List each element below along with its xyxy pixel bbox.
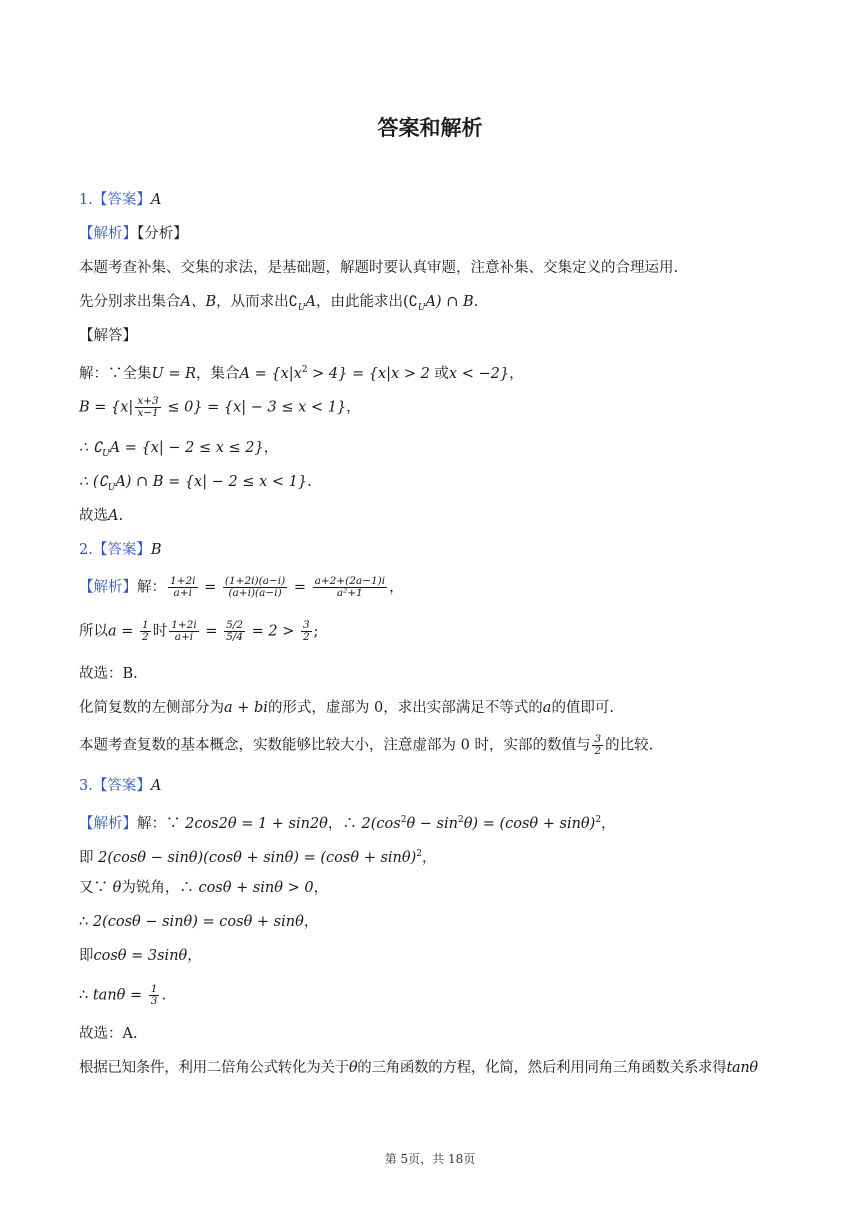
text: ， [389, 579, 404, 596]
q1-solve-label: 【解答】 [79, 328, 137, 344]
math: tanθ [726, 1060, 758, 1076]
text: ， [422, 849, 437, 866]
equals: = [289, 579, 311, 596]
math: θ [348, 1060, 358, 1076]
text: ，∴ [327, 815, 362, 832]
complement-symbol: ∁ [288, 294, 298, 310]
text: 即 [79, 948, 94, 964]
math: x < −2} [448, 365, 510, 382]
q2-analysis-line-5 [79, 734, 800, 757]
fraction-numerator: 3 [594, 733, 602, 745]
math-sup: 2 [416, 849, 422, 859]
q1-solve-line-4 [79, 472, 800, 498]
q1-solve-line-5 [79, 506, 800, 526]
math-sub: U [297, 302, 306, 313]
text: 即 [79, 849, 99, 866]
fraction-denominator: 2 [302, 631, 310, 643]
q1-text-line-1: 本题考查补集、交集的求法，是基础题，解题时要认真审题，注意补集、交集定义的合理运用. [79, 260, 679, 276]
fraction [223, 576, 287, 599]
q2-answer-value: B [150, 542, 162, 558]
math: θ) = (cosθ + sinθ) [463, 815, 596, 832]
text: 解：∵ [137, 815, 186, 832]
complement-symbol: ∁ [408, 294, 418, 310]
text: . [473, 294, 479, 310]
math: A、B [180, 294, 217, 310]
text: ， [601, 815, 616, 832]
fraction-denominator: a+i [173, 587, 192, 599]
text: ，由此能求出( [315, 294, 409, 310]
math: U = R [151, 365, 197, 382]
fraction [149, 984, 160, 1007]
math: 2cos2θ = 1 + sin2θ [185, 815, 328, 832]
fraction-denominator: a+i [174, 631, 194, 643]
fraction-numerator: 3 [302, 619, 310, 631]
q1-answer-label: 1.【答案】 [79, 192, 151, 208]
math: A) ∩ B [425, 294, 474, 310]
text: 的三角函数的方程，化简，然后利用同角三角函数关系求得 [357, 1060, 727, 1076]
text: 化简复数的左侧部分为 [79, 700, 224, 716]
fraction-denominator: 2 [142, 631, 149, 643]
text: 又∵ [79, 880, 113, 896]
fraction [135, 396, 160, 419]
text: ， [303, 914, 319, 930]
text: 的形式，虚部为 0，求出实部满足不等式的 [267, 700, 543, 716]
text: 的比较. [605, 737, 654, 754]
math: cosθ + sinθ > 0 [198, 880, 314, 896]
math: B = {x| [79, 399, 134, 416]
text: 时 [152, 623, 168, 640]
math: ∴ (∁ [79, 474, 108, 490]
q3-analysis-line-4 [79, 912, 800, 932]
fraction [224, 620, 245, 643]
fraction-denominator: a²+1 [336, 587, 363, 599]
q3-analysis-line-2 [79, 844, 800, 868]
fraction-numerator: x+3 [137, 395, 159, 407]
text: ， [509, 365, 524, 382]
math: A [305, 294, 316, 310]
math: = 2 > [247, 623, 299, 640]
q1-text-line-2 [79, 292, 800, 318]
text: ， [313, 880, 329, 896]
q1-solve-line-3 [79, 438, 800, 464]
q3-analysis-line-6 [79, 984, 800, 1007]
fraction [592, 734, 603, 757]
text: ; [313, 623, 319, 640]
equals: = [199, 579, 221, 596]
fraction [168, 576, 198, 599]
text: ， [346, 399, 361, 416]
text: 先分别求出集合 [79, 294, 181, 310]
q1-answer-line [79, 190, 800, 210]
math: a = [108, 623, 139, 640]
math-sup: 2 [457, 815, 464, 825]
math: 2(cos [361, 815, 401, 832]
equals: = [200, 623, 223, 640]
text: ，集合 [196, 365, 240, 382]
text: 本题考查复数的基本概念，实数能够比较大小，注意虚部为 0 时，实部的数值与 [79, 737, 591, 754]
math: θ − sin [406, 815, 458, 832]
text: 的值即可. [551, 700, 615, 716]
q2-answer-line [79, 540, 800, 560]
q1-answer-value: A [150, 192, 162, 208]
math-sup: 2 [400, 815, 407, 825]
math-sub: U [107, 482, 116, 493]
q3-analysis-line-8 [79, 1058, 800, 1078]
fraction [301, 620, 312, 643]
q2-analysis-line-2 [79, 620, 800, 643]
fraction-numerator: 1 [142, 619, 149, 631]
fraction-numerator: 1+2i [170, 575, 196, 587]
q2-analysis-line-1 [79, 576, 800, 599]
text: ， [187, 948, 202, 964]
fraction [140, 620, 151, 643]
math-sub: U [102, 448, 110, 459]
text: . [118, 508, 124, 524]
math: ∴ ∁ [79, 440, 103, 456]
text: ，从而求出 [216, 294, 289, 310]
text: 为锐角，∴ [121, 880, 199, 896]
math-sup: 2 [595, 815, 602, 825]
q3-analysis-line-1 [79, 810, 800, 834]
q1-solve-line-2 [79, 396, 800, 419]
fraction-numerator: a+2+(2a−1)i [314, 575, 386, 587]
math: θ [112, 880, 122, 896]
math: A [108, 508, 119, 524]
q1-solve-line-1 [79, 360, 800, 384]
text: ∴ [79, 914, 93, 930]
q1-analysis-label: 【解析】 [79, 226, 137, 242]
math: A = {x| − 2 ≤ x ≤ 2} [109, 440, 264, 456]
math: 2(cosθ − sinθ)(cosθ + sinθ) = (cosθ + sinθ) [98, 849, 417, 866]
fraction-denominator: 2 [594, 745, 602, 757]
math: ≤ 0} = {x| − 3 ≤ x < 1} [162, 399, 347, 416]
math: tanθ = [92, 987, 147, 1004]
q3-analysis-label: 【解析】 [79, 815, 137, 832]
q2-answer-label: 2.【答案】 [79, 542, 151, 558]
math-sub: U [417, 302, 426, 313]
text: 或 [434, 365, 449, 382]
fraction [169, 620, 199, 643]
text: 故选 [79, 508, 108, 524]
fraction-numerator: 5/2 [226, 619, 244, 631]
q2-analysis-line-4 [79, 698, 800, 718]
math: a [542, 700, 552, 716]
fraction-denominator: x−1 [137, 407, 159, 419]
fraction-numerator: 1 [150, 983, 158, 995]
q3-answer-label: 3.【答案】 [79, 778, 151, 794]
page-title: 答案和解析 [377, 116, 483, 140]
text: ∴ [79, 987, 93, 1004]
fraction-denominator: 5/4 [226, 631, 244, 643]
text: 解： [137, 579, 166, 596]
math: A = {x|x [239, 365, 302, 382]
text: . [161, 987, 167, 1004]
q3-answer-value: A [150, 778, 162, 794]
text: ， [263, 440, 279, 456]
page-footer: 第 5页，共 18页 [384, 1152, 476, 1166]
q2-analysis-line-3: 故选：B. [79, 666, 138, 682]
math: > 4} = {x|x > 2 [307, 365, 435, 382]
text: 解：∵全集 [79, 365, 152, 382]
text: . [307, 474, 312, 490]
fraction-numerator: 1+2i [171, 619, 197, 631]
math: cosθ = 3sinθ [93, 948, 188, 964]
text: 根据已知条件，利用二倍角公式转化为关于 [79, 1060, 349, 1076]
fraction-numerator: (1+2i)(a−i) [224, 575, 286, 587]
fraction [313, 576, 388, 599]
q3-analysis-line-7: 故选：A. [79, 1026, 138, 1042]
math: A) ∩ B = {x| − 2 ≤ x < 1} [115, 474, 308, 490]
text: 所以 [79, 623, 108, 640]
math: a + bi [224, 700, 268, 716]
q1-analysis-header [79, 224, 800, 244]
fraction-denominator: 3 [150, 995, 158, 1007]
math: 2(cosθ − sinθ) = cosθ + sinθ [92, 914, 304, 930]
q3-analysis-line-5 [79, 946, 800, 966]
math-sup: 2 [301, 365, 308, 375]
q2-analysis-label: 【解析】 [79, 579, 137, 596]
q3-answer-line [79, 776, 800, 796]
q3-analysis-line-3 [79, 878, 800, 898]
q1-analysis-sub: 【分析】 [137, 226, 188, 242]
fraction-denominator: (a+i)(a−i) [228, 587, 282, 599]
